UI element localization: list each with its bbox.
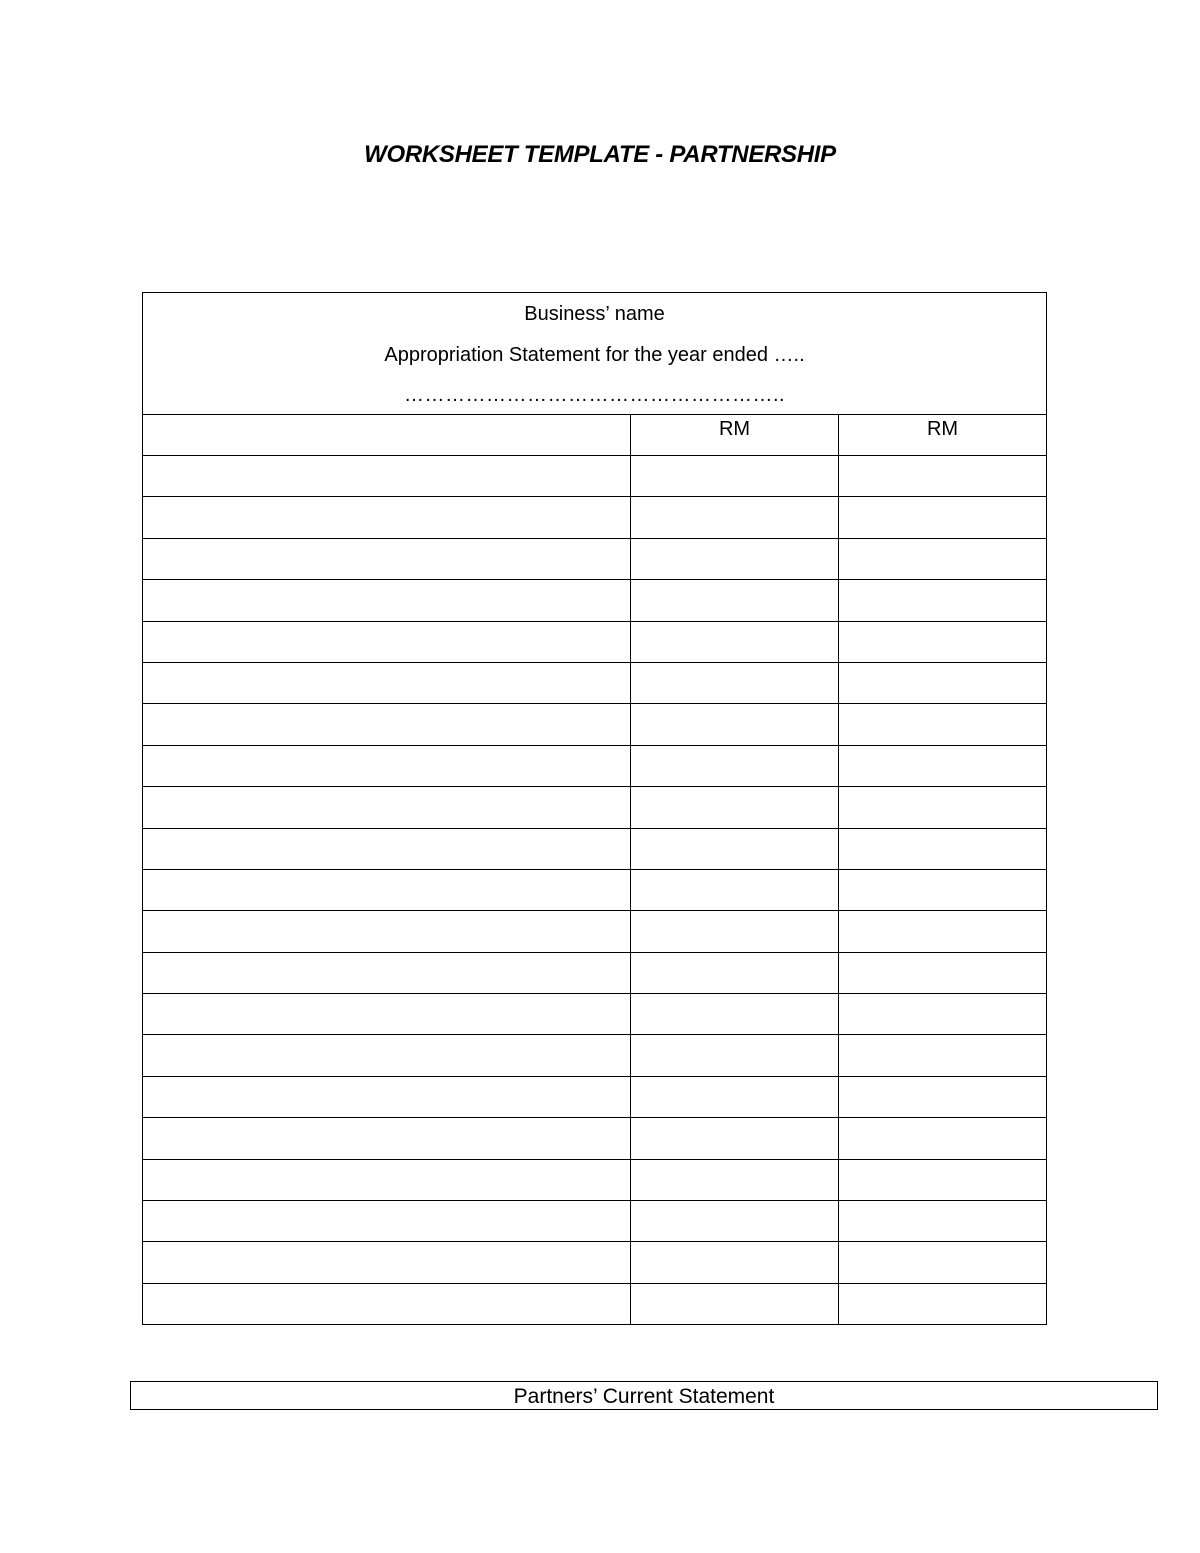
rm-amount-cell-2[interactable] (839, 952, 1047, 993)
description-cell[interactable] (143, 828, 631, 869)
rm-amount-cell-1[interactable] (631, 745, 839, 786)
rm-amount-cell-1[interactable] (631, 911, 839, 952)
table-row (143, 1118, 1047, 1159)
rm-amount-cell-2[interactable] (839, 745, 1047, 786)
table-row (143, 1201, 1047, 1242)
table-row (143, 662, 1047, 703)
description-cell[interactable] (143, 994, 631, 1035)
table-row (143, 1076, 1047, 1117)
rm-amount-cell-2[interactable] (839, 1035, 1047, 1076)
rm-amount-cell-1[interactable] (631, 1118, 839, 1159)
description-cell[interactable] (143, 497, 631, 538)
table-row (143, 787, 1047, 828)
table-row (143, 869, 1047, 910)
rm-amount-cell-1[interactable] (631, 1201, 839, 1242)
rm-amount-cell-2[interactable] (839, 1283, 1047, 1324)
description-cell[interactable] (143, 1035, 631, 1076)
current-statement-title: Partners’ Current Statement (130, 1381, 1158, 1410)
table-row (143, 828, 1047, 869)
table-row (143, 580, 1047, 621)
rm-amount-cell-1[interactable] (631, 952, 839, 993)
description-column-header (143, 415, 631, 456)
table-row (143, 1035, 1047, 1076)
rm-amount-cell-2[interactable] (839, 911, 1047, 952)
rm-amount-cell-1[interactable] (631, 787, 839, 828)
description-cell[interactable] (143, 621, 631, 662)
rm-amount-cell-2[interactable] (839, 580, 1047, 621)
table-row (143, 952, 1047, 993)
table-row (143, 621, 1047, 662)
statement-header-row (143, 293, 1047, 415)
rm-amount-cell-1[interactable] (631, 456, 839, 497)
description-cell[interactable] (143, 1118, 631, 1159)
description-cell[interactable] (143, 869, 631, 910)
description-cell[interactable] (143, 456, 631, 497)
rm-amount-cell-1[interactable] (631, 662, 839, 703)
rm-column-header-1: RM (631, 415, 839, 456)
page-title: WORKSHEET TEMPLATE - PARTNERSHIP (364, 141, 836, 168)
table-row (143, 1159, 1047, 1200)
rm-amount-cell-1[interactable] (631, 1242, 839, 1283)
rm-column-header-2: RM (839, 415, 1047, 456)
rm-amount-cell-2[interactable] (839, 994, 1047, 1035)
rm-amount-cell-1[interactable] (631, 704, 839, 745)
rm-amount-cell-2[interactable] (839, 1201, 1047, 1242)
description-cell[interactable] (143, 1201, 631, 1242)
rm-amount-cell-1[interactable] (631, 1283, 839, 1324)
rm-amount-cell-2[interactable] (839, 787, 1047, 828)
statement-title: Appropriation Statement for the year ended ….. (384, 344, 805, 366)
table-row (143, 497, 1047, 538)
rm-amount-cell-1[interactable] (631, 1076, 839, 1117)
rm-amount-cell-2[interactable] (839, 621, 1047, 662)
table-row (143, 1283, 1047, 1324)
rm-amount-cell-1[interactable] (631, 580, 839, 621)
rm-amount-cell-1[interactable] (631, 828, 839, 869)
description-cell[interactable] (143, 911, 631, 952)
rm-amount-cell-2[interactable] (839, 456, 1047, 497)
description-cell[interactable] (143, 662, 631, 703)
rm-amount-cell-2[interactable] (839, 704, 1047, 745)
description-cell[interactable] (143, 538, 631, 579)
rm-amount-cell-1[interactable] (631, 1035, 839, 1076)
description-cell[interactable] (143, 745, 631, 786)
description-cell[interactable] (143, 704, 631, 745)
rm-amount-cell-2[interactable] (839, 497, 1047, 538)
description-cell[interactable] (143, 952, 631, 993)
description-cell[interactable] (143, 1242, 631, 1283)
rm-amount-cell-2[interactable] (839, 1242, 1047, 1283)
table-row (143, 704, 1047, 745)
rm-amount-cell-2[interactable] (839, 1118, 1047, 1159)
table-row (143, 456, 1047, 497)
rm-amount-cell-2[interactable] (839, 869, 1047, 910)
date-dotted-line: ……………………………………………….. (403, 384, 786, 406)
appropriation-statement-table (142, 292, 1047, 1325)
rm-amount-cell-2[interactable] (839, 1159, 1047, 1200)
rm-amount-cell-1[interactable] (631, 994, 839, 1035)
rm-amount-cell-2[interactable] (839, 1076, 1047, 1117)
table-row (143, 1242, 1047, 1283)
rm-amount-cell-1[interactable] (631, 538, 839, 579)
rm-amount-cell-1[interactable] (631, 1159, 839, 1200)
rm-amount-cell-2[interactable] (839, 538, 1047, 579)
description-cell[interactable] (143, 1159, 631, 1200)
column-header-row (143, 415, 1047, 456)
rm-amount-cell-1[interactable] (631, 497, 839, 538)
rm-amount-cell-1[interactable] (631, 621, 839, 662)
table-row (143, 994, 1047, 1035)
business-name-label: Business’ name (524, 303, 665, 325)
table-row (143, 745, 1047, 786)
description-cell[interactable] (143, 1076, 631, 1117)
rm-amount-cell-1[interactable] (631, 869, 839, 910)
description-cell[interactable] (143, 1283, 631, 1324)
description-cell[interactable] (143, 787, 631, 828)
table-row (143, 911, 1047, 952)
description-cell[interactable] (143, 580, 631, 621)
rm-amount-cell-2[interactable] (839, 828, 1047, 869)
table-row (143, 538, 1047, 579)
rm-amount-cell-2[interactable] (839, 662, 1047, 703)
statement-header-cell (143, 293, 1047, 415)
